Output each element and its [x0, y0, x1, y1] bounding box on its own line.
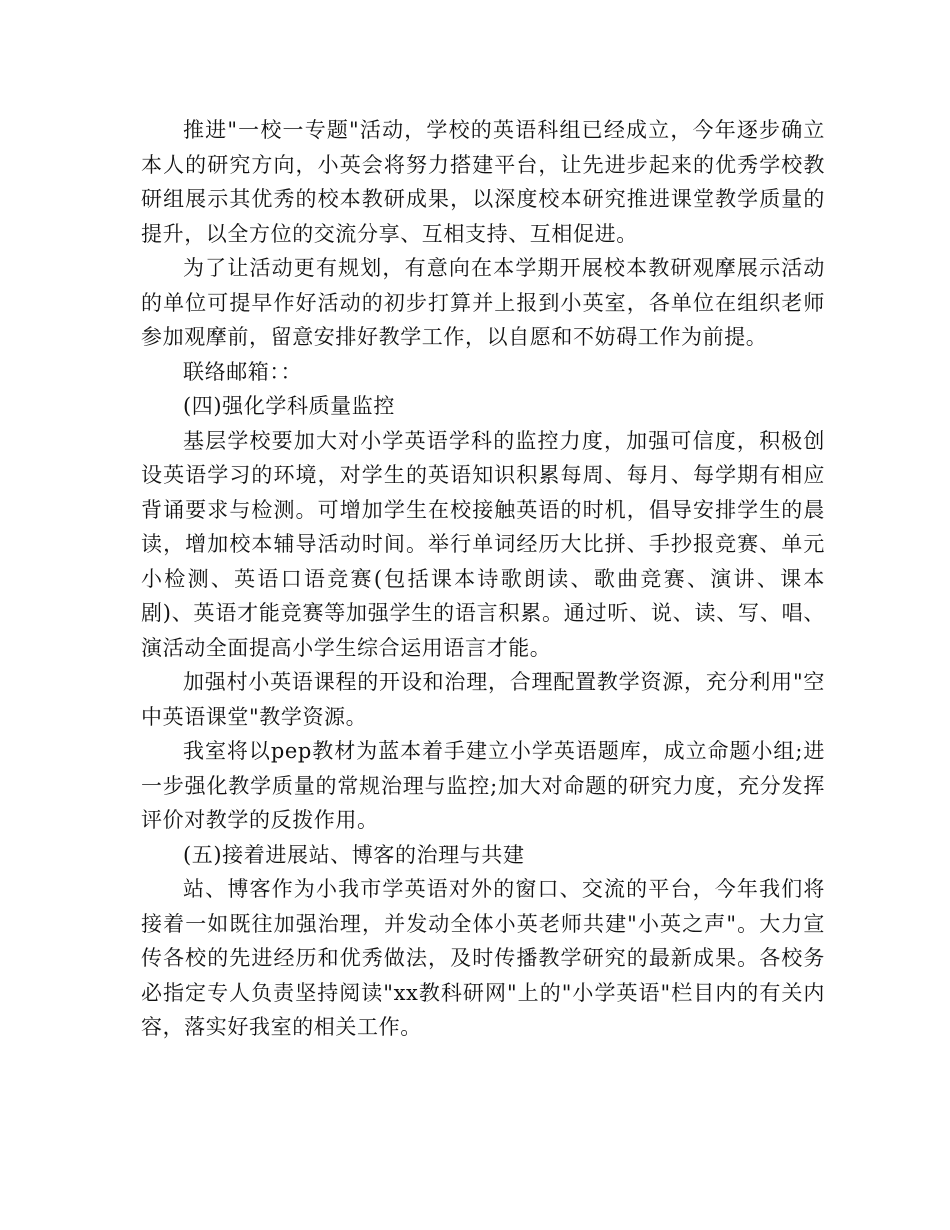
paragraph-website-blog: 站、博客作为小我市学英语对外的窗口、交流的平台，今年我们将接着一如既往加强治理，并发动全体小英老师共建"小英之声"。大力宣传各校的先进经历和优秀做法，及时传播教学研究的最新成果。各校务必指定专人负责坚持阅读"xx教科研网"上的"小学英语"栏目内的有关内容，落实好我室的相关工作。 — [141, 877, 825, 1039]
paragraph-quality-monitoring: 基层学校要加大对小学英语学科的监控力度，加强可信度，积极创设英语学习的环境，对学生的英语知识积累每周、每月、每学期有相应背诵要求与检测。可增加学生在校接触英语的时机，倡导安排学生的晨读，增加校本辅导活动时间。举行单词经历大比拼、手抄报竞赛、单元小检测、英语口语竞赛(包括课本诗歌朗读、歌曲竞赛、演讲、课本剧)、英语才能竞赛等加强学生的语言积累。通过听、说、读、写、唱、演活动全面提高小学生综合运用语言才能。 — [141, 428, 825, 660]
document-body — [141, 113, 825, 1045]
paragraph-contact-email: 联络邮箱：： — [183, 359, 303, 384]
paragraph-question-bank: 我室将以pep教材为蓝本着手建立小学英语题库，成立命题小组;进一步强化教学质量的常规治理与监控;加大对命题的研究力度，充分发挥评价对教学的反拨作用。 — [141, 739, 825, 832]
paragraph-activity-planning: 为了让活动更有规划，有意向在本学期开展校本教研观摩展示活动的单位可提早作好活动的初步打算并上报到小英室，各单位在组织老师参加观摩前，留意安排好教学工作，以自愿和不妨碍工作为前提。 — [141, 256, 825, 349]
paragraph-village-schools: 加强村小英语课程的开设和治理，合理配置教学资源，充分利用"空中英语课堂"教学资源。 — [141, 670, 825, 729]
paragraph-activity-intro: 推进"一校一专题"活动，学校的英语科组已经成立，今年逐步确立本人的研究方向，小英会将努力搭建平台，让先进步起来的优秀学校教研组展示其优秀的校本教研成果，以深度校本研究推进课堂教学质量的提升，以全方位的交流分享、互相支持、互相促进。 — [141, 118, 825, 246]
section-heading-website-blog: (五)接着进展站、博客的治理与共建 — [183, 842, 525, 867]
section-heading-quality-monitoring: (四)强化学科质量监控 — [183, 394, 395, 418]
